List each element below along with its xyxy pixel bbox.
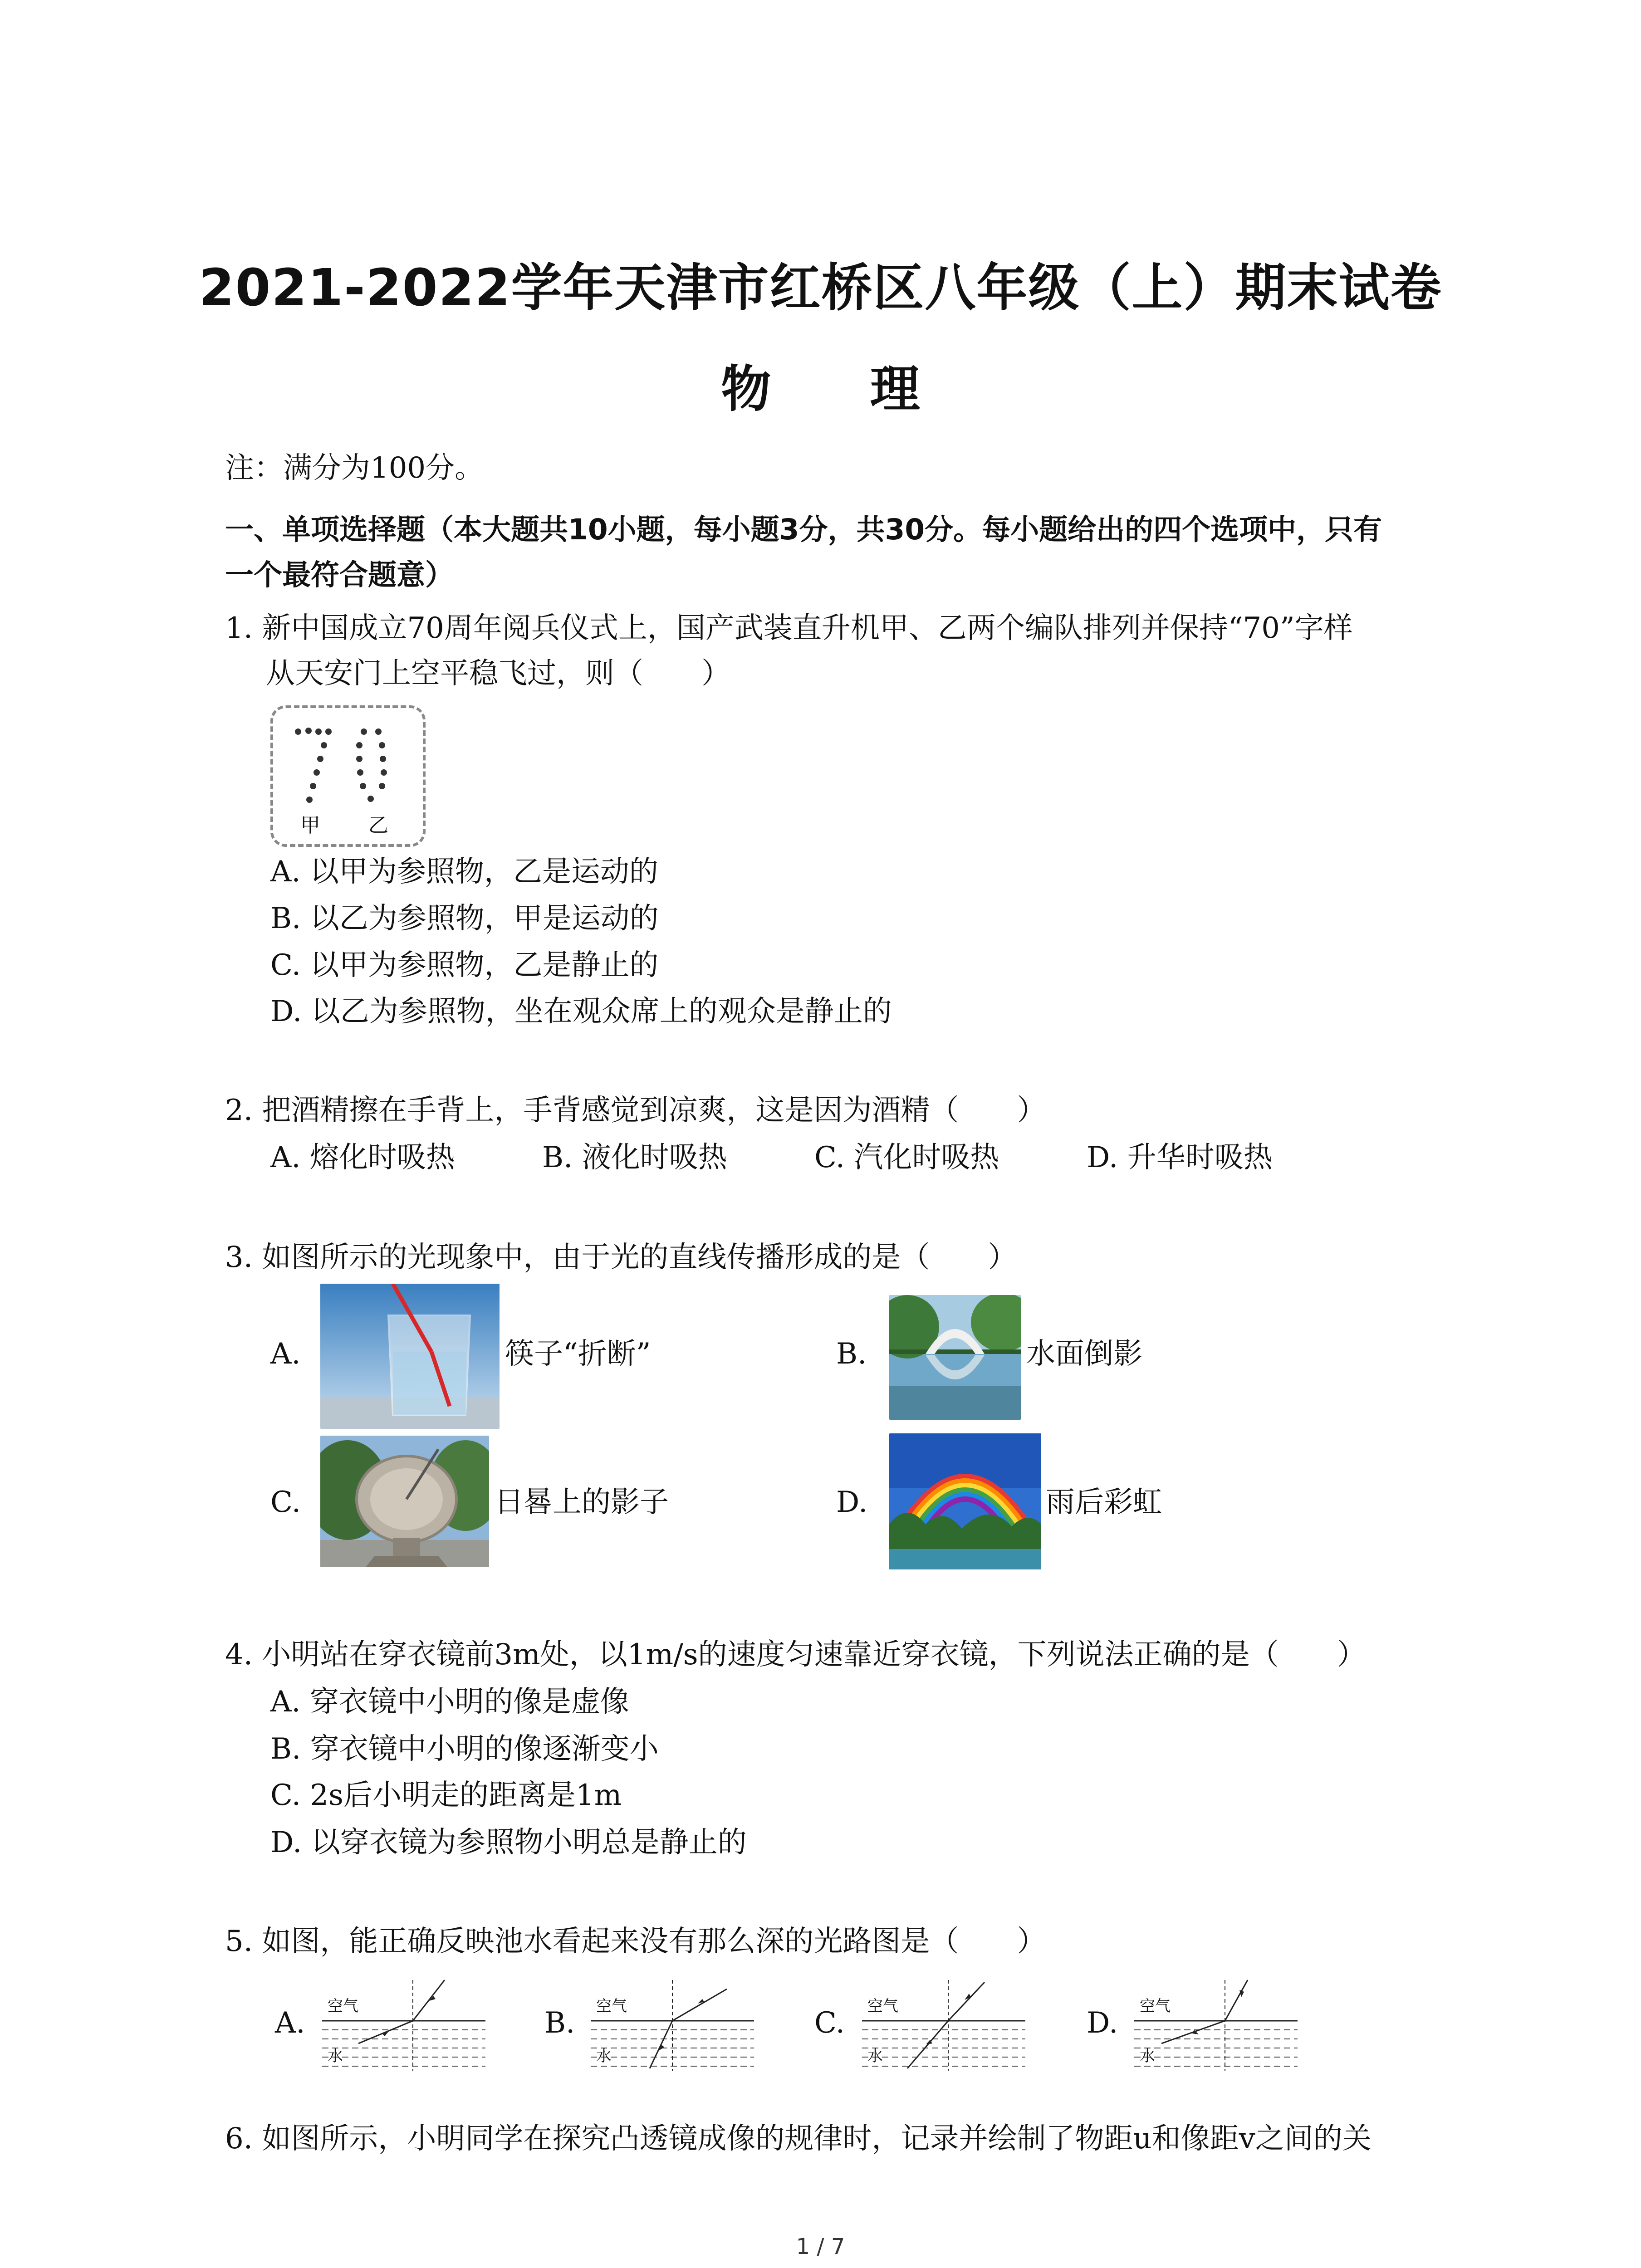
q3-option-c-letter: C. <box>270 1486 301 1519</box>
rainbow-icon <box>889 1433 1041 1569</box>
q5-option-d-letter: D. <box>1087 2006 1118 2040</box>
score-note: 注：满分为100分。 <box>225 451 484 485</box>
q2-stem: 2. 把酒精擦在手背上，手背感觉到凉爽，这是因为酒精（ ） <box>225 1094 1046 1127</box>
q1-option-b: B. 以乙为参照物，甲是运动的 <box>270 902 659 935</box>
q3-option-a-letter: A. <box>270 1337 301 1371</box>
label-air: 空气 <box>596 1997 627 2015</box>
label-air: 空气 <box>328 1997 358 2015</box>
subject-title: 物 理 <box>721 360 961 418</box>
chopstick-in-water-icon <box>320 1284 500 1429</box>
q6-stem: 6. 如图所示，小明同学在探究凸透镜成像的规律时，记录并绘制了物距u和像距v之间的关 <box>225 2122 1372 2156</box>
q3-option-c-caption: 日晷上的影子 <box>495 1486 669 1519</box>
q1-formation-figure <box>270 705 426 847</box>
q5-diagram-a <box>322 1975 485 2075</box>
sundial-icon <box>320 1436 489 1567</box>
page-number: 1 / 7 <box>796 2234 845 2259</box>
q3-option-d-caption: 雨后彩虹 <box>1046 1486 1162 1519</box>
q4-option-a: A. 穿衣镜中小明的像是虚像 <box>270 1685 629 1719</box>
section-heading-line1: 一、单项选择题（本大题共10小题，每小题3分，共30分。每小题给出的四个选项中，只有 <box>225 513 1382 546</box>
light-path-diagram-d-icon <box>1134 1975 1298 2075</box>
q2-option-c: C. 汽化时吸热 <box>814 1141 999 1174</box>
paper-title: 2021-2022学年天津市红桥区八年级（上）期末试卷 <box>199 259 1442 318</box>
q2-option-a: A. 熔化时吸热 <box>270 1141 455 1174</box>
q4-stem: 4. 小明站在穿衣镜前3m处，以1m/s的速度匀速靠近穿衣镜，下列说法正确的是（ ） <box>225 1638 1366 1672</box>
q1-option-d: D. 以乙为参照物，坐在观众席上的观众是静止的 <box>270 995 892 1028</box>
light-path-diagram-b-icon <box>591 1975 754 2075</box>
q3-stem: 3. 如图所示的光现象中，由于光的直线传播形成的是（ ） <box>225 1241 1017 1274</box>
q1-option-a: A. 以甲为参照物，乙是运动的 <box>270 855 658 889</box>
q5-option-c-letter: C. <box>814 2006 845 2040</box>
q4-option-c: C. 2s后小明走的距离是1m <box>270 1779 622 1812</box>
q1-stem-line1: 1. 新中国成立70周年阅兵仪式上，国产武装直升机甲、乙两个编队排列并保持“70”字样 <box>225 611 1353 645</box>
q1-stem-line2: 从天安门上空平稳飞过，则（ ） <box>266 657 730 690</box>
q4-option-d: D. 以穿衣镜为参照物小明总是静止的 <box>270 1826 747 1859</box>
q3-option-b-image <box>889 1295 1021 1420</box>
label-water: 水 <box>867 2047 883 2065</box>
label-water: 水 <box>1140 2047 1155 2065</box>
q2-option-b: B. 液化时吸热 <box>542 1141 727 1174</box>
q5-option-b-letter: B. <box>544 2006 575 2040</box>
label-water: 水 <box>328 2047 343 2065</box>
q1-option-c: C. 以甲为参照物，乙是静止的 <box>270 948 659 982</box>
label-yi: 乙 <box>368 814 388 837</box>
q5-option-a-letter: A. <box>275 2006 305 2040</box>
q5-diagram-c <box>862 1975 1025 2075</box>
q4-option-b: B. 穿衣镜中小明的像逐渐变小 <box>270 1732 659 1766</box>
q3-option-a-image <box>320 1284 500 1429</box>
light-path-diagram-c-icon <box>862 1975 1025 2075</box>
q3-option-b-letter: B. <box>836 1337 867 1371</box>
bridge-reflection-icon <box>889 1295 1021 1420</box>
q3-option-a-caption: 筷子“折断” <box>505 1337 651 1371</box>
q3-option-c-image <box>320 1436 489 1567</box>
q3-option-d-letter: D. <box>836 1486 868 1519</box>
q3-option-b-caption: 水面倒影 <box>1026 1337 1142 1371</box>
label-air: 空气 <box>867 1997 898 2015</box>
q2-option-d: D. 升华时吸热 <box>1087 1141 1273 1174</box>
label-jia: 甲 <box>300 814 320 837</box>
label-water: 水 <box>596 2047 612 2065</box>
q5-stem: 5. 如图，能正确反映池水看起来没有那么深的光路图是（ ） <box>225 1925 1046 1958</box>
section-heading-line2: 一个最符合题意） <box>225 558 454 591</box>
light-path-diagram-a-icon <box>322 1975 485 2075</box>
q3-option-d-image <box>889 1433 1041 1569</box>
helicopter-formation-icon <box>273 708 423 844</box>
label-air: 空气 <box>1140 1997 1171 2015</box>
q5-diagram-b <box>591 1975 754 2075</box>
q5-diagram-d <box>1134 1975 1298 2075</box>
